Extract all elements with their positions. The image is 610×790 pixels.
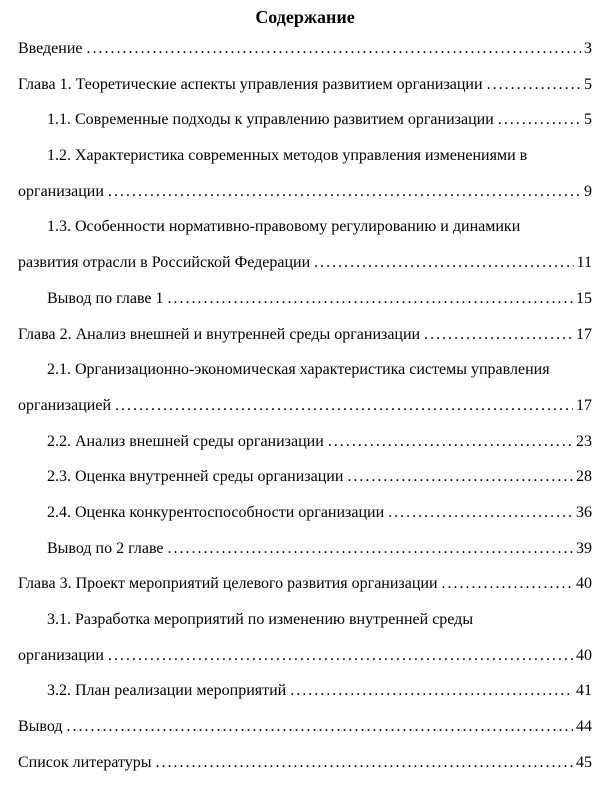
toc-entry-text: организацией bbox=[18, 396, 111, 414]
toc-entry-text: 1.3. Особенности нормативно-правовому регулированию и динамики bbox=[47, 218, 521, 236]
toc-entry bbox=[18, 147, 592, 183]
toc-entry-text: 1.2. Характеристика современных методов управления изменениями в bbox=[47, 147, 528, 165]
page-number: 5 bbox=[584, 111, 592, 129]
toc-entry-text: 2.1. Организационно-экономическая характеристика системы управления bbox=[47, 361, 550, 379]
toc-entry-text: Глава 3. Проект мероприятий целевого развития организации bbox=[18, 575, 438, 593]
toc-entry bbox=[18, 361, 592, 397]
toc-entry-text: организации bbox=[18, 646, 104, 664]
dot-leader bbox=[498, 111, 581, 129]
toc-entry bbox=[18, 468, 592, 504]
dot-leader bbox=[87, 40, 582, 58]
toc-entry-text: 3.1. Разработка мероприятий по изменению внутренней среды bbox=[47, 611, 474, 628]
dot-leader bbox=[67, 718, 573, 736]
toc-entry bbox=[18, 433, 592, 469]
toc-entry-text: 2.4. Оценка конкурентоспособности организации bbox=[47, 503, 385, 521]
page-number: 28 bbox=[576, 468, 592, 486]
dot-leader bbox=[168, 290, 573, 308]
page-number: 17 bbox=[576, 325, 592, 343]
dot-leader bbox=[290, 682, 573, 700]
toc-entry bbox=[18, 397, 592, 433]
page-title: Содержание bbox=[255, 7, 355, 27]
toc-entry bbox=[18, 218, 592, 254]
dot-leader bbox=[328, 433, 573, 451]
page-number: 39 bbox=[576, 539, 592, 557]
dot-leader bbox=[115, 397, 573, 415]
toc-entry-text: Список литературы bbox=[18, 753, 152, 771]
dot-leader bbox=[168, 540, 573, 558]
toc-entry-text: организации bbox=[18, 182, 104, 200]
toc-entry-text: 2.2. Анализ внешней среды организации bbox=[47, 432, 324, 450]
toc-entry bbox=[18, 718, 592, 754]
toc-entry-text: Вывод по 2 главе bbox=[47, 539, 164, 557]
toc-entry bbox=[18, 611, 592, 647]
page-number: 41 bbox=[576, 682, 592, 700]
toc-entry bbox=[18, 754, 592, 790]
toc-entry bbox=[18, 504, 592, 540]
page-number: 11 bbox=[576, 254, 592, 272]
page-number: 5 bbox=[584, 75, 592, 93]
toc-entry-text: 2.3. Оценка внутренней среды организации bbox=[47, 468, 344, 486]
toc-entry bbox=[18, 575, 592, 611]
page-number: 44 bbox=[576, 718, 592, 736]
toc-entry-text: Глава 1. Теоретические аспекты управления развитием организации bbox=[18, 75, 483, 93]
table-of-contents bbox=[18, 40, 592, 789]
toc-entry-text: 3.2. План реализации мероприятий bbox=[47, 682, 287, 700]
toc-entry bbox=[18, 682, 592, 718]
dot-leader bbox=[487, 76, 581, 94]
page-number: 45 bbox=[576, 753, 592, 771]
dot-leader bbox=[108, 183, 581, 201]
toc-entry-text: развития отрасли в Российской Федерации bbox=[18, 254, 311, 272]
page-number: 23 bbox=[576, 432, 592, 450]
page-number: 9 bbox=[584, 182, 592, 200]
dot-leader bbox=[424, 326, 573, 344]
toc-entry bbox=[18, 111, 592, 147]
page-number: 40 bbox=[576, 575, 592, 593]
toc-entry bbox=[18, 183, 592, 219]
toc-entry-text: Вывод по главе 1 bbox=[47, 289, 164, 307]
dot-leader bbox=[347, 468, 573, 486]
toc-entry bbox=[18, 290, 592, 326]
dot-leader bbox=[442, 575, 573, 593]
toc-entry-text: Вывод bbox=[18, 718, 63, 736]
dot-leader bbox=[388, 504, 573, 522]
page-number: 15 bbox=[576, 289, 592, 307]
page-number: 17 bbox=[576, 396, 592, 414]
toc-entry bbox=[18, 647, 592, 683]
toc-entry bbox=[18, 326, 592, 362]
toc-entry bbox=[18, 40, 592, 76]
toc-entry bbox=[18, 254, 592, 290]
page-number: 40 bbox=[576, 646, 592, 664]
toc-entry-text: Глава 2. Анализ внешней и внутренней среды организации bbox=[18, 325, 421, 343]
toc-entry-text: Введение bbox=[18, 40, 83, 57]
page-number: 36 bbox=[576, 503, 592, 521]
toc-entry bbox=[18, 76, 592, 112]
dot-leader bbox=[156, 754, 573, 772]
toc-entry bbox=[18, 540, 592, 576]
toc-entry-text: 1.1. Современные подходы к управлению развитием организации bbox=[47, 111, 494, 129]
document-page bbox=[18, 6, 592, 789]
page-number: 3 bbox=[584, 40, 592, 57]
dot-leader bbox=[108, 647, 573, 665]
dot-leader bbox=[314, 254, 573, 272]
